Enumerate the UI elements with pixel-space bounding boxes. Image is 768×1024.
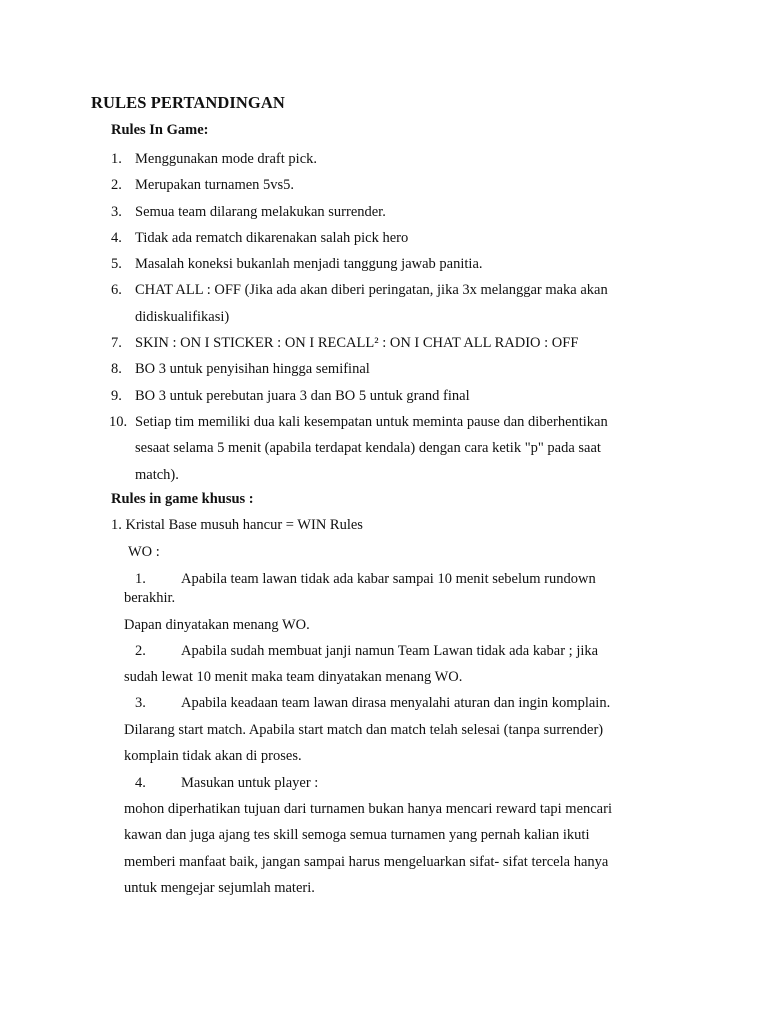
list-item: 6. CHAT ALL : OFF (Jika ada akan diberi peringatan, jika 3x melanggar maka akan didiskualifikasi) [111, 282, 608, 325]
wo-item-1-after: Dapan dinyatakan menang WO. [124, 617, 310, 633]
wo-item-4: 4. Masukan untuk player : [135, 775, 319, 791]
closing-line-4: untuk mengejar sejumlah materi. [124, 880, 315, 896]
section-heading-rules-in-game: Rules In Game: [111, 122, 209, 138]
list-item: 8. BO 3 untuk penyisihan hingga semifinal [111, 361, 370, 378]
list-item: 7. SKIN : ON I STICKER : ON I RECALL² : ON I CHAT ALL RADIO : OFF [111, 335, 579, 352]
closing-line-3: memberi manfaat baik, jangan sampai harus mengeluarkan sifat- sifat tercela hanya [124, 854, 609, 870]
closing-line-2: kawan dan juga ajang tes skill semoga semua turnamen yang pernah kalian ikuti [124, 827, 590, 843]
wo-item-3-cont-1: Dilarang start match. Apabila start match dan match telah selesai (tanpa surrender) [124, 722, 604, 738]
list-item: 10. Setiap tim memiliki dua kali kesempatan untuk meminta pause dan diberhentikan sesaat selama 5 menit (apabila terdapat kendala) dengan cara ketik "p" pada saat match). [109, 413, 608, 483]
document-title: RULES PERTANDINGAN [91, 93, 285, 112]
list-item: 2. Merupakan turnamen 5vs5. [111, 177, 295, 194]
wo-item-3-cont-2: komplain tidak akan di proses. [124, 748, 302, 764]
wo-item-1: 1. Apabila team lawan tidak ada kabar sampai 10 menit sebelum rundown [135, 571, 596, 587]
list-item: 1. Menggunakan mode draft pick. [111, 151, 318, 167]
wo-label: WO : [128, 544, 160, 560]
list-item: 3. Semua team dilarang melakukan surrender. [111, 203, 386, 220]
list-item: 5. Masalah koneksi bukanlah menjadi tanggung jawab panitia. [111, 256, 483, 273]
list-item: 9. BO 3 untuk perebutan juara 3 dan BO 5 untuk grand final [111, 387, 470, 404]
wo-item-2-cont: sudah lewat 10 menit maka team dinyatakan menang WO. [124, 669, 463, 685]
wo-item-3: 3. Apabila keadaan team lawan dirasa menyalahi aturan dan ingin komplain. [135, 695, 611, 711]
wo-item-1-cont: berakhir. [124, 590, 176, 606]
wo-item-2: 2. Apabila sudah membuat janji namun Team Lawan tidak ada kabar ; jika [135, 643, 599, 659]
section-heading-rules-khusus: Rules in game khusus : [111, 491, 254, 507]
win-rule-line: 1. Kristal Base musuh hancur = WIN Rules [111, 517, 363, 533]
closing-line-1: mohon diperhatikan tujuan dari turnamen bukan hanya mencari reward tapi mencari [124, 801, 612, 817]
rules-list [111, 146, 641, 488]
list-item: 4. Tidak ada rematch dikarenakan salah pick hero [111, 229, 409, 246]
